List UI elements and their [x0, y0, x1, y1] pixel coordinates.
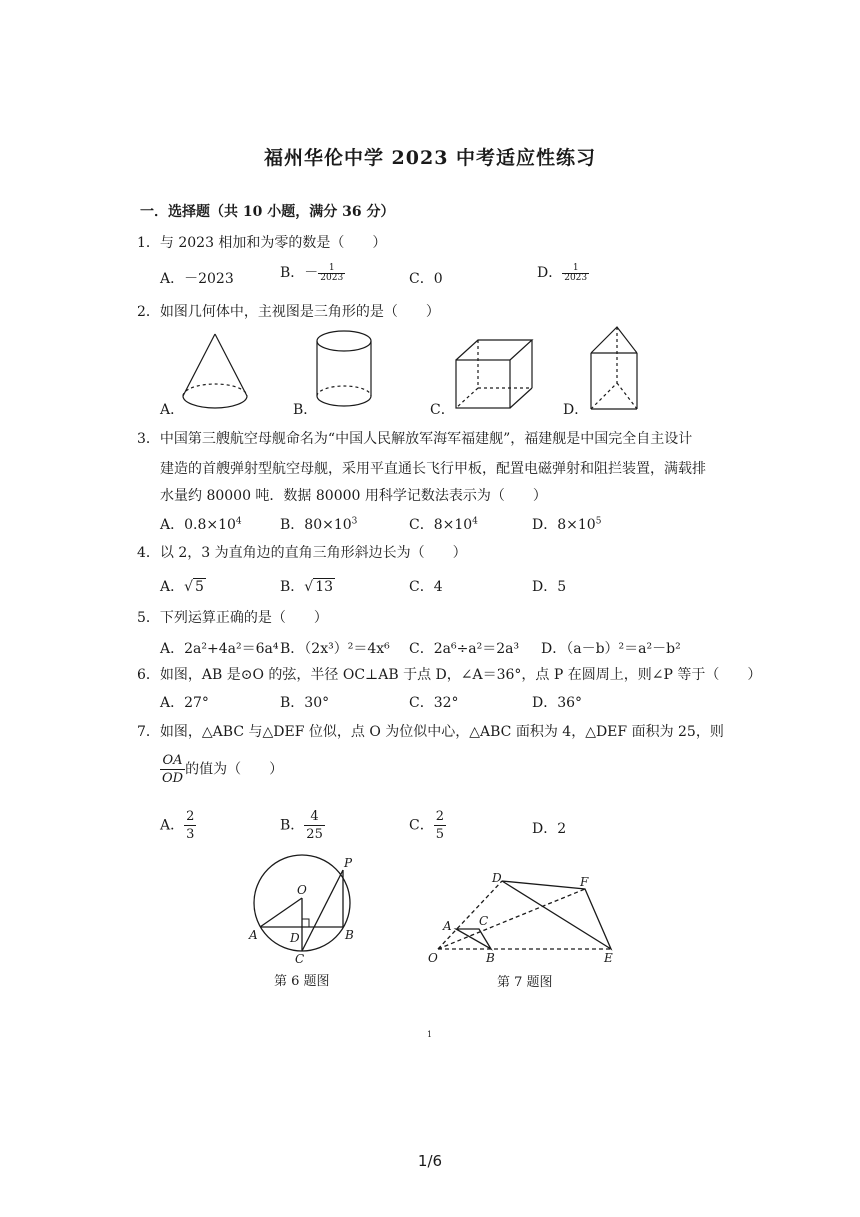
- q4-option-d: D．5: [532, 579, 567, 595]
- fig6-label-B: B: [345, 928, 354, 942]
- q4-option-b-sqrt: √ 13: [304, 579, 334, 595]
- q6-option-a: A．27°: [160, 695, 209, 711]
- q1-b-denominator: 2023: [320, 272, 344, 283]
- q1-d-denominator: 2023: [564, 272, 588, 283]
- q6-option-b: B．30°: [280, 695, 330, 711]
- q2-option-d: D．: [563, 402, 589, 418]
- q3-option-c-exponent: 4: [472, 516, 478, 527]
- q2-option-c: C．: [430, 402, 455, 418]
- fig6-label-C: C: [295, 952, 305, 966]
- q4-option-a-sqrt: √ 5: [184, 579, 204, 595]
- fig7-label-C: C: [479, 914, 489, 928]
- question-5-stem: 5．下列运算正确的是（ ）: [137, 610, 328, 626]
- figure-7-caption: 第 7 题图: [497, 975, 553, 990]
- q7-option-a-prefix: A．: [160, 817, 185, 834]
- q7-a-numerator: 2: [186, 809, 195, 824]
- q5-option-d: D．（a－b）²＝a²－b²: [541, 641, 681, 657]
- question-7-line-1: 7．如图，△ABC 与△DEF 位似，点 O 为位似中心，△ABC 面积为 4，△DEF 面积为 25，则: [137, 724, 724, 740]
- q5-option-a: A．2a²+4a²＝6a⁴: [160, 641, 279, 657]
- fig7-label-F: F: [580, 875, 589, 889]
- q1-option-c: C．0: [409, 271, 443, 287]
- q7-c-denominator: 5: [435, 827, 444, 842]
- q7-ratio-numerator: OA: [160, 752, 185, 770]
- fig7-label-B: B: [486, 951, 495, 965]
- question-1-stem: 1．与 2023 相加和为零的数是（ ）: [137, 235, 387, 251]
- fig7-label-E: E: [604, 951, 613, 965]
- q7-b-numerator: 4: [304, 808, 325, 826]
- q4-option-a-radicand: 5: [195, 579, 204, 595]
- question-4-stem: 4．以 2，3 为直角边的直角三角形斜边长为（ ）: [137, 545, 467, 561]
- q6-option-d: D．36°: [532, 695, 583, 711]
- page-number: 1/6: [417, 1152, 443, 1170]
- q7-a-denominator: 3: [186, 827, 195, 842]
- q1-option-a: A．－2023: [160, 271, 234, 287]
- q3-option-b-exponent: 3: [351, 516, 358, 527]
- question-3-line-1: 3．中国第三艘航空母舰命名为“中国人民解放军海军福建舰”，福建舰是中国完全自主设计: [137, 431, 693, 447]
- figure-6-caption: 第 6 题图: [274, 974, 330, 989]
- q3-option-b-base: B．80×10: [280, 517, 352, 533]
- q4-option-c: C．4: [409, 579, 443, 595]
- question-2-stem: 2．如图几何体中，主视图是三角形的是（ ）: [137, 304, 440, 320]
- q3-option-d-base: D．8×10: [532, 517, 596, 533]
- section-heading: 一．选择题（共 10 小题，满分 36 分）: [140, 204, 395, 220]
- fig7-label-D: D: [492, 871, 502, 885]
- q5-option-c: C．2a⁶÷a²＝2a³: [409, 641, 520, 657]
- fig6-label-O: O: [297, 883, 307, 897]
- q7-b-denominator: 25: [306, 827, 323, 842]
- q2-option-b: B．: [293, 402, 318, 418]
- q3-option-c-base: C．8×10: [409, 517, 473, 533]
- fig6-label-D: D: [290, 931, 300, 945]
- question-3-line-2: 建造的首艘弹射型航空母舰，采用平直通长飞行甲板，配置电磁弹射和阻拦装置，满载排: [160, 461, 706, 477]
- q4-option-b-prefix: B．: [280, 579, 305, 595]
- q5-option-b: B．（2x³）²＝4x⁶: [280, 641, 390, 657]
- q3-option-d-exponent: 5: [595, 516, 602, 527]
- q7-stem-tail: 的值为（ ）: [185, 761, 284, 778]
- q4-option-a-prefix: A．: [160, 579, 185, 595]
- q7-option-c-prefix: C．: [409, 817, 434, 834]
- page-title: 福州华伦中学 2023 中考适应性练习: [263, 147, 597, 169]
- question-3-line-3: 水量约 80000 吨．数据 80000 用科学记数法表示为（ ）: [160, 488, 547, 504]
- q4-option-b-radicand: 13: [315, 579, 334, 595]
- fig6-label-A: A: [249, 928, 258, 942]
- q1-option-b-prefix: B．－: [280, 265, 319, 281]
- q1-option-d-prefix: D．: [537, 265, 563, 281]
- q1-d-numerator: 1: [562, 264, 589, 274]
- q7-option-d: D．2: [532, 821, 567, 837]
- fig7-label-A: A: [443, 919, 452, 933]
- q3-option-a-exponent: 4: [235, 516, 242, 527]
- question-6-stem: 6．如图，AB 是⊙O 的弦，半径 OC⊥AB 于点 D，∠A＝36°，点 P 在圆周上，则∠P 等于（ ）: [137, 667, 762, 683]
- q7-option-b-prefix: B．: [280, 817, 305, 834]
- q7-ratio-denominator: OD: [162, 771, 184, 786]
- footer-small-mark: 1: [427, 1030, 433, 1039]
- q7-c-numerator: 2: [435, 809, 444, 824]
- fig6-label-P: P: [344, 856, 353, 870]
- q1-b-numerator: 1: [318, 264, 345, 274]
- fig7-label-O: O: [428, 951, 438, 965]
- q3-option-a-base: A．0.8×10: [160, 517, 236, 533]
- q2-option-a: A．: [160, 402, 185, 418]
- q6-option-c: C．32°: [409, 695, 459, 711]
